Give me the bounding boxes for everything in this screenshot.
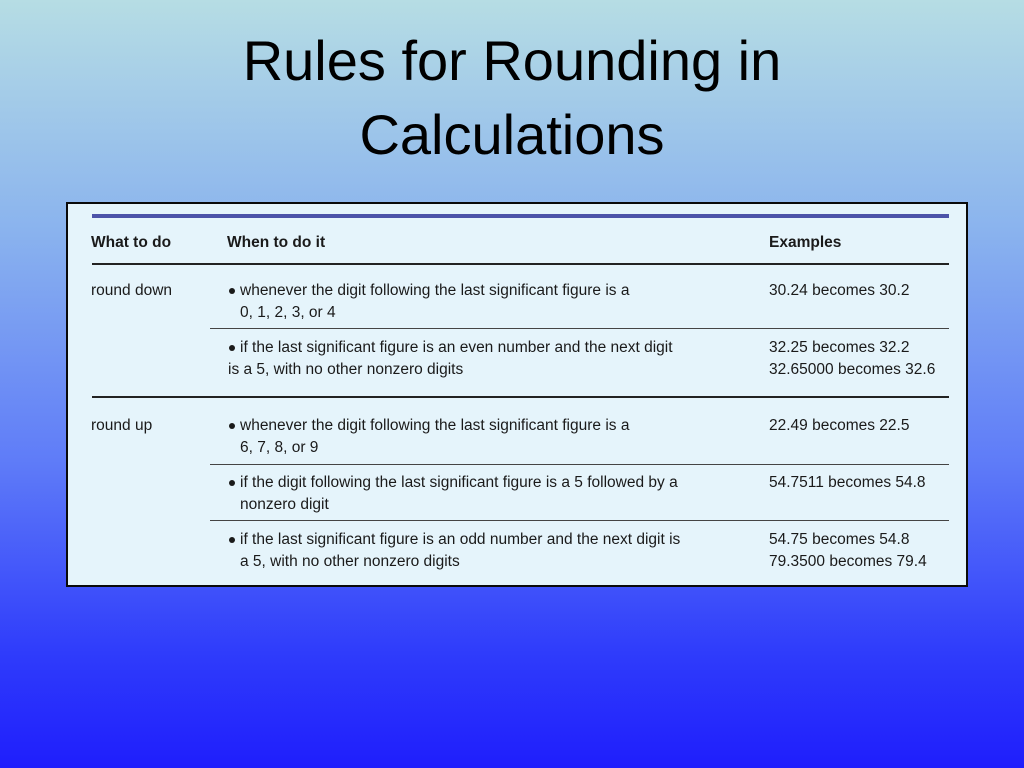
action-round-up: round up (91, 417, 153, 434)
table-top-rule (92, 214, 949, 218)
header-rule (92, 263, 949, 265)
rule-text-line: a 5, with no other nonzero digits (240, 553, 460, 570)
rule-text-line: whenever the digit following the last significant figure is a (240, 417, 630, 434)
rule-text-line: if the last significant figure is an odd number and the next digit is (240, 531, 681, 548)
header-what-to-do: What to do (91, 234, 172, 251)
bullet-icon (229, 480, 235, 486)
bullet-icon (229, 537, 235, 543)
example-text: 54.7511 becomes 54.8 (769, 474, 926, 491)
slide-title (0, 24, 1024, 172)
rule-text-line: is a 5, with no other nonzero digits (228, 361, 464, 378)
example-text: 79.3500 becomes 79.4 (769, 553, 927, 570)
header-when-to-do-it: When to do it (227, 234, 326, 251)
rule-text-line: if the digit following the last significant figure is a 5 followed by a (240, 474, 678, 491)
title-line-1: Rules for Rounding in (242, 29, 782, 92)
group-divider (92, 396, 949, 398)
rule-text-line: 6, 7, 8, or 9 (240, 439, 319, 456)
row-divider (210, 328, 949, 329)
rule-text-line: if the last significant figure is an even number and the next digit (240, 339, 673, 356)
rule-text-line: nonzero digit (240, 496, 329, 513)
example-text: 32.25 becomes 32.2 (769, 339, 910, 356)
title-line-2: Calculations (359, 103, 665, 166)
rounding-rules-table (66, 202, 968, 587)
example-text: 30.24 becomes 30.2 (769, 282, 910, 299)
example-text: 22.49 becomes 22.5 (769, 417, 910, 434)
action-round-down: round down (91, 282, 173, 299)
bullet-icon (229, 423, 235, 429)
bullet-icon (229, 345, 235, 351)
row-divider (210, 520, 949, 521)
example-text: 54.75 becomes 54.8 (769, 531, 910, 548)
row-divider (210, 464, 949, 465)
rule-text-line: whenever the digit following the last significant figure is a (240, 282, 630, 299)
rule-text-line: 0, 1, 2, 3, or 4 (240, 304, 336, 321)
bullet-icon (229, 288, 235, 294)
header-examples: Examples (769, 234, 842, 251)
example-text: 32.65000 becomes 32.6 (769, 361, 936, 378)
